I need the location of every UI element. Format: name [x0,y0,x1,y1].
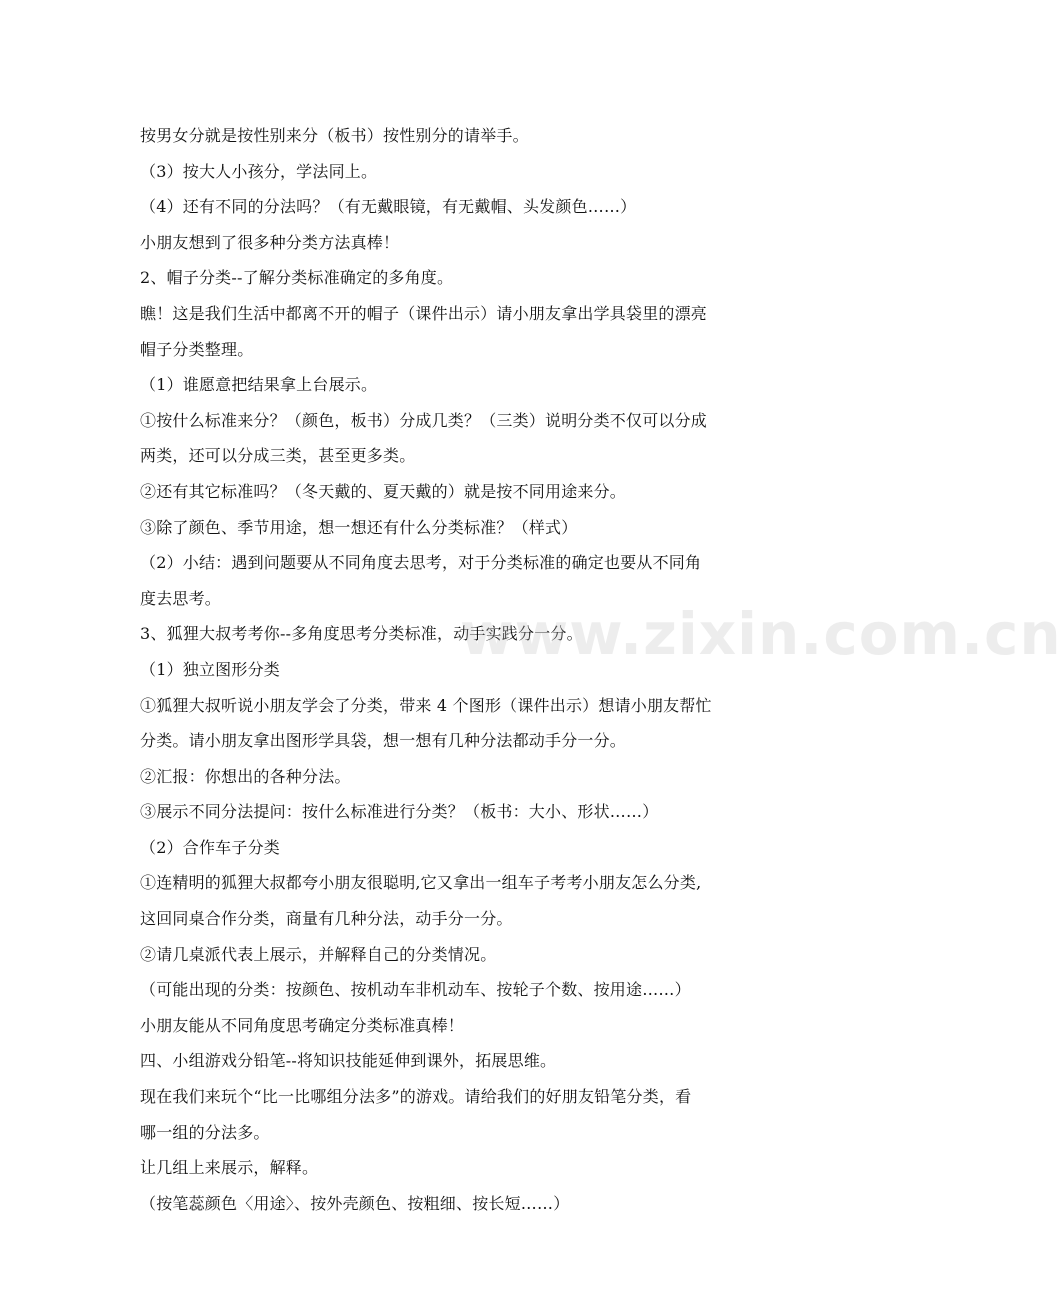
text-line: 让几组上来展示，解释。 [140,1158,319,1178]
text-line: 帽子分类整理。 [140,339,254,359]
text-line: 哪一组的分法多。 [140,1122,270,1142]
text-line: （按笔蕊颜色〈用途〉、按外壳颜色、按粗细、按长短……） [140,1193,570,1213]
text-line: ①连精明的狐狸大叔都夸小朋友很聪明,它又拿出一组车子考考小朋友怎么分类, [140,873,702,893]
text-line: （2）小结：遇到问题要从不同角度去思考，对于分类标准的确定也要从不同角 [140,553,702,573]
text-line: 2、帽子分类--了解分类标准确定的多角度。 [140,268,454,288]
text-line: ③除了颜色、季节用途，想一想还有什么分类标准？（样式） [140,517,578,537]
text-line: 这回同桌合作分类，商量有几种分法，动手分一分。 [140,909,513,929]
text-line: 分类。请小朋友拿出图形学具袋，想一想有几种分法都动手分一分。 [140,731,627,751]
document-body [140,118,800,1221]
text-line: ③展示不同分法提问：按什么标准进行分类？（板书：大小、形状……） [140,802,659,822]
text-line: ②还有其它标准吗？（冬天戴的、夏天戴的）就是按不同用途来分。 [140,481,627,501]
text-line: 小朋友想到了很多种分类方法真棒！ [140,232,400,252]
text-line: 3、狐狸大叔考考你--多角度思考分类标准，动手实践分一分。 [140,624,583,644]
text-line: ①按什么标准来分？（颜色，板书）分成几类？（三类）说明分类不仅可以分成 [140,410,708,430]
text-line: （1）独立图形分类 [140,659,280,679]
text-line: ②汇报：你想出的各种分法。 [140,766,351,786]
text-line: ①狐狸大叔听说小朋友学会了分类，带来 4 个图形（课件出示）想请小朋友帮忙 [140,695,712,715]
text-line: （4）还有不同的分法吗？（有无戴眼镜，有无戴帽、头发颜色……） [140,197,637,217]
text-line: ②请几桌派代表上展示，并解释自己的分类情况。 [140,944,497,964]
text-line: 现在我们来玩个“比一比哪组分法多”的游戏。请给我们的好朋友铅笔分类，看 [140,1087,692,1107]
text-line: 四、小组游戏分铅笔--将知识技能延伸到课外，拓展思维。 [140,1051,557,1071]
text-line: （2）合作车子分类 [140,837,280,857]
text-line: 按男女分就是按性别来分（板书）按性别分的请举手。 [140,126,529,145]
text-line: （1）谁愿意把结果拿上台展示。 [140,375,378,395]
text-line: （可能出现的分类：按颜色、按机动车非机动车、按轮子个数、按用途……） [140,980,691,1000]
text-line: 度去思考。 [140,588,222,608]
text-line: 两类，还可以分成三类，甚至更多类。 [140,446,416,466]
text-line: （3）按大人小孩分，学法同上。 [140,161,378,181]
text-line: 瞧！这是我们生活中都离不开的帽子（课件出示）请小朋友拿出学具袋里的漂亮 [140,303,708,323]
watermark: www.zixin.com.cn [460,600,1062,668]
text-line: 小朋友能从不同角度思考确定分类标准真棒！ [140,1015,465,1035]
